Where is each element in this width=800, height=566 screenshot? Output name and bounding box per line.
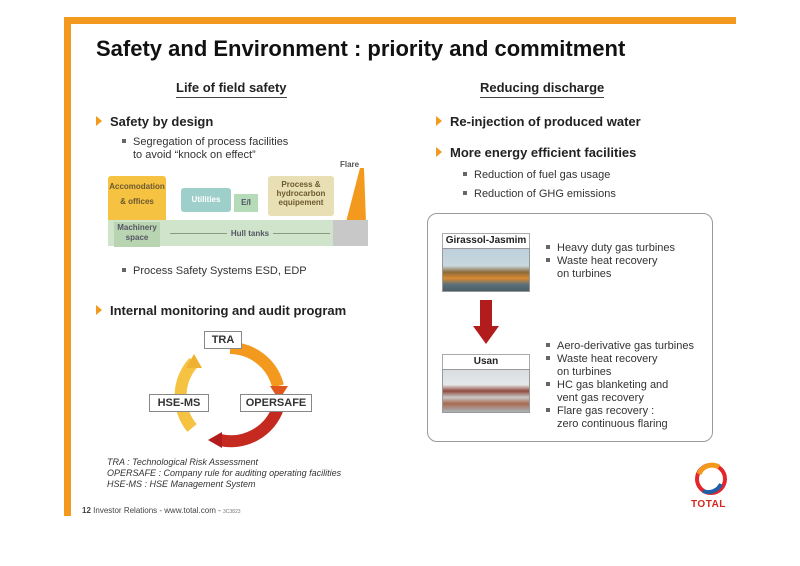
bullet-label: Safety by design — [110, 114, 214, 129]
square-bullet-icon — [463, 191, 467, 195]
girassol-label: Girassol-Jasmim — [442, 233, 530, 249]
section-heading-safety: Life of field safety — [176, 80, 287, 98]
hull-tanks-text: Hull tanks — [227, 229, 273, 238]
section-heading-discharge: Reducing discharge — [480, 80, 604, 98]
machinery-space-block — [114, 222, 160, 247]
girassol-items — [546, 242, 675, 281]
footnote-line: OPERSAFE : Company rule for auditing operating facilities — [107, 468, 342, 478]
ei-block: E/I — [234, 194, 258, 212]
item-line: HC gas blanketing and — [557, 379, 669, 391]
total-logo-icon — [693, 462, 729, 496]
usan-photo — [442, 369, 530, 413]
bullet-arrow-icon — [436, 147, 442, 157]
item-line: Waste heat recovery — [557, 255, 658, 267]
flare-tower — [344, 168, 368, 222]
bullet-monitoring — [96, 303, 346, 318]
cycle-node-tra: TRA — [204, 331, 242, 349]
item-line: Flare gas recovery : — [557, 405, 655, 417]
square-bullet-icon — [546, 245, 550, 249]
footer-code: 3C3823 — [222, 509, 241, 515]
process-label: hydrocarbon — [276, 189, 326, 198]
bullet-energy-efficient — [436, 145, 636, 160]
process-block — [268, 176, 334, 216]
machinery-label: Machinery — [117, 223, 157, 232]
square-bullet-icon — [546, 382, 550, 386]
square-bullet-icon — [122, 139, 126, 143]
footnote-line: HSE-MS : HSE Management System — [107, 479, 256, 489]
hull-tanks-label — [170, 229, 330, 238]
energy-sub-bullets — [463, 166, 616, 204]
sub-line: Segregation of process facilities — [133, 136, 289, 148]
item-line: on turbines — [557, 268, 612, 280]
accommodation-label: Accomodation — [109, 182, 165, 191]
square-bullet-icon — [546, 258, 550, 262]
sub-bullet-process-safety — [122, 265, 307, 278]
accommodation-block — [108, 176, 166, 226]
left-accent-bar — [64, 17, 71, 516]
sub-line: Process Safety Systems ESD, EDP — [133, 265, 307, 277]
process-label: equipement — [278, 198, 324, 207]
bullet-label: More energy efficient facilities — [450, 145, 637, 160]
machinery-label: space — [125, 233, 149, 242]
square-bullet-icon — [546, 343, 550, 347]
top-accent-bar — [64, 17, 736, 24]
bullet-arrow-icon — [436, 116, 442, 126]
usan-items — [546, 340, 694, 431]
flare-base-block — [333, 220, 368, 246]
item-line: vent gas recovery — [557, 392, 644, 404]
flare-label: Flare — [340, 160, 360, 169]
item-line: Waste heat recovery — [557, 353, 658, 365]
square-bullet-icon — [546, 356, 550, 360]
item-line: Aero-derivative gas turbines — [557, 340, 694, 352]
girassol-photo — [442, 248, 530, 292]
offices-label: & offices — [120, 197, 154, 206]
footer — [82, 506, 241, 515]
square-bullet-icon — [546, 408, 550, 412]
utilities-block: Utilities — [181, 188, 231, 212]
square-bullet-icon — [122, 268, 126, 272]
sub-line: to avoid “knock on effect” — [133, 149, 256, 161]
footer-text: Investor Relations - www.total.com - — [93, 506, 221, 515]
process-label: Process & — [281, 180, 321, 189]
bullet-reinjection — [436, 114, 641, 129]
bullet-label: Internal monitoring and audit program — [110, 303, 347, 318]
cycle-node-hsems: HSE-MS — [149, 394, 209, 412]
total-logo-text: TOTAL — [691, 499, 726, 510]
page-number: 12 — [82, 506, 91, 515]
usan-label: Usan — [442, 354, 530, 370]
sub-line: Reduction of fuel gas usage — [474, 169, 611, 181]
bullet-safety-by-design — [96, 114, 213, 129]
item-line: on turbines — [557, 366, 612, 378]
sub-line: Reduction of GHG emissions — [474, 188, 616, 200]
page-title: Safety and Environment : priority and commitment — [96, 36, 626, 61]
bullet-arrow-icon — [96, 116, 102, 126]
sub-bullet-segregation — [122, 136, 288, 162]
bullet-label: Re-injection of produced water — [450, 114, 641, 129]
footnotes — [107, 457, 341, 490]
item-line: Heavy duty gas turbines — [557, 242, 676, 254]
item-line: zero continuous flaring — [557, 418, 668, 430]
down-arrow-icon — [473, 300, 499, 344]
cycle-node-opersafe: OPERSAFE — [240, 394, 312, 412]
platform-layout-diagram — [108, 160, 370, 256]
square-bullet-icon — [463, 172, 467, 176]
footnote-line: TRA : Technological Risk Assessment — [107, 457, 259, 467]
bullet-arrow-icon — [96, 305, 102, 315]
